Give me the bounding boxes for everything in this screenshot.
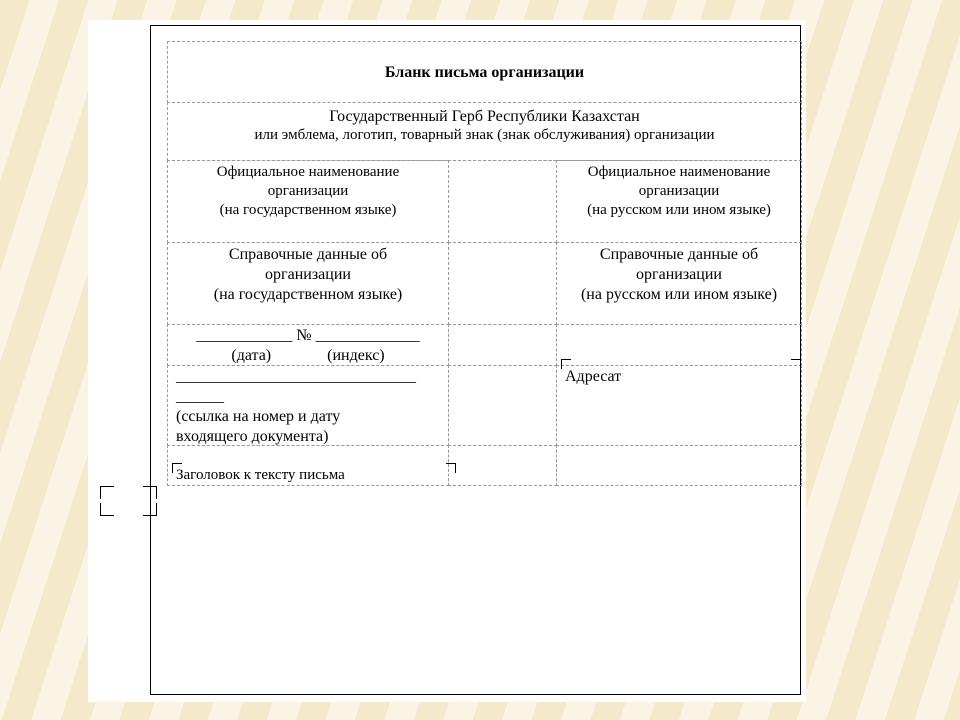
- spacer-cell-5: [448, 365, 557, 446]
- official-name-state-line-1: Официальное наименование: [216, 164, 400, 180]
- incoming-link-cell: [167, 365, 449, 446]
- addressee-corner-mark-left: [561, 359, 571, 369]
- incoming-link-line-2: ______: [176, 388, 224, 405]
- reference-state-line-1: Справочные данные об: [228, 246, 388, 263]
- incoming-link-line-4: входящего документа): [176, 428, 329, 445]
- incoming-link-line-3: (ссылка на номер и дату: [176, 408, 341, 425]
- spacer-cell-4: [556, 324, 802, 366]
- form-title: [167, 41, 802, 103]
- incoming-link-line-1: ______________________________: [176, 368, 416, 385]
- addressee-cell: [556, 365, 802, 446]
- date-index-line-2: (дата) (индекс): [231, 347, 385, 364]
- margin-mark-top-right: [143, 486, 157, 499]
- emblem-line-1: Государственный Герб Республики Казахстан: [329, 108, 640, 125]
- addressee-label: Адресат: [565, 368, 622, 385]
- heading-corner-mark-left: [172, 463, 182, 473]
- margin-mark-bottom-left: [100, 503, 114, 516]
- reference-state-line-2: организации: [265, 266, 351, 283]
- official-name-russian-line-1: Официальное наименование: [587, 164, 771, 180]
- reference-russian-line-1: Справочные данные об: [599, 246, 759, 263]
- official-name-state-line-2: организации: [267, 183, 349, 199]
- official-name-russian-line-3: (на русском или ином языке): [587, 202, 771, 218]
- spacer-cell-6: [448, 445, 557, 486]
- heading-corner-mark-right: [446, 463, 456, 473]
- official-name-state-cell: [167, 160, 449, 243]
- official-name-state-line-3: (на государственном языке): [219, 202, 397, 218]
- reference-russian-line-3: (на русском или ином языке): [580, 286, 778, 303]
- reference-russian-line-2: организации: [636, 266, 722, 283]
- date-index-line-1: ____________ № _____________: [196, 327, 420, 344]
- form-title-text: Бланк письма организации: [384, 64, 585, 81]
- heading-label: Заголовок к тексту письма: [176, 467, 345, 483]
- spacer-cell-3: [448, 324, 557, 366]
- reference-state-line-3: (на государственном языке): [213, 286, 403, 303]
- margin-mark-top-left: [100, 486, 114, 499]
- emblem-line-2: или эмблема, логотип, товарный знак (знак обслуживания) организации: [254, 127, 715, 143]
- date-index-cell: [167, 324, 449, 366]
- emblem-cell: [167, 102, 802, 161]
- heading-cell: [167, 445, 449, 486]
- spacer-cell-1: [448, 160, 557, 243]
- margin-mark-bottom-right: [143, 503, 157, 516]
- official-name-russian-line-2: организации: [638, 183, 720, 199]
- reference-state-cell: [167, 242, 449, 325]
- official-name-russian-cell: [556, 160, 802, 243]
- addressee-corner-mark-right: [791, 359, 801, 369]
- spacer-cell-7: [556, 445, 802, 486]
- reference-russian-cell: [556, 242, 802, 325]
- spacer-cell-2: [448, 242, 557, 325]
